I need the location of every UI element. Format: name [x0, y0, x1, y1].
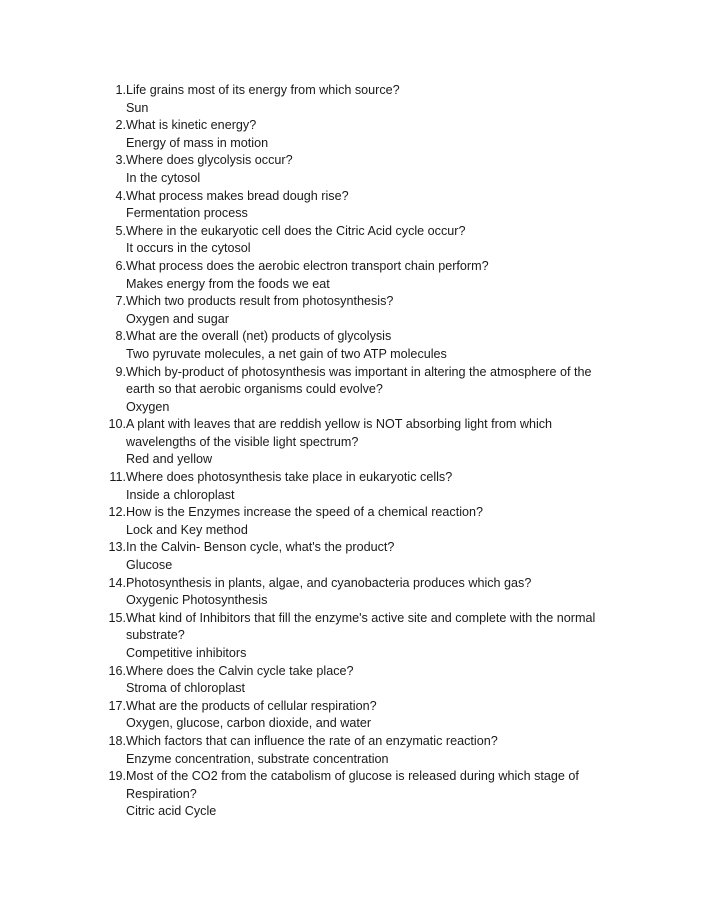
answer-text: Makes energy from the foods we eat	[126, 276, 330, 291]
item-number: 11.	[109, 470, 126, 485]
item-body	[126, 416, 623, 469]
list-item	[103, 416, 623, 469]
list-item	[103, 328, 623, 363]
question-text: Where in the eukaryotic cell does the Citric Acid cycle occur?	[126, 223, 466, 238]
item-body	[126, 698, 623, 733]
item-number: 14.	[108, 575, 126, 590]
list-item	[103, 768, 623, 821]
list-item	[103, 188, 623, 223]
item-body	[126, 258, 623, 293]
item-body	[126, 188, 623, 223]
question-text: What process makes bread dough rise?	[126, 188, 349, 203]
item-body	[126, 539, 623, 574]
item-body	[126, 575, 623, 610]
item-number: 12.	[108, 505, 126, 520]
item-body	[126, 733, 623, 768]
answer-text: Fermentation process	[126, 206, 248, 221]
list-item	[103, 117, 623, 152]
item-body	[126, 364, 623, 417]
item-body	[126, 328, 623, 363]
answer-text: Lock and Key method	[126, 522, 248, 537]
answer-text: Enzyme concentration, substrate concentration	[126, 751, 389, 766]
question-text: Which factors that can influence the rate of an enzymatic reaction?	[126, 733, 498, 748]
question-text: Photosynthesis in plants, algae, and cyanobacteria produces which gas?	[126, 575, 532, 590]
answer-text: Oxygen and sugar	[126, 311, 229, 326]
answer-text: In the cytosol	[126, 170, 201, 185]
question-text: Life grains most of its energy from which source?	[126, 83, 400, 97]
item-number: 10.	[108, 417, 126, 432]
question-text: Which by-product of photosynthesis was important in altering the atmosphere of the earth so that aerobic organisms could evolve?	[126, 364, 592, 397]
question-text: Where does the Calvin cycle take place?	[126, 663, 354, 678]
item-body	[126, 504, 623, 539]
item-number: 2.	[115, 118, 126, 133]
answer-text: Oxygenic Photosynthesis	[126, 593, 268, 608]
answer-text: It occurs in the cytosol	[126, 241, 251, 256]
item-number: 16.	[108, 663, 126, 678]
item-number: 1.	[115, 83, 126, 97]
question-text: Where does glycolysis occur?	[126, 153, 293, 168]
list-item	[103, 82, 623, 117]
question-text: What are the overall (net) products of glycolysis	[126, 329, 392, 344]
item-number: 17.	[108, 698, 126, 713]
item-number: 6.	[115, 258, 126, 273]
item-number: 8.	[115, 329, 126, 344]
item-body	[126, 293, 623, 328]
answer-text: Citric acid Cycle	[126, 804, 217, 819]
list-item	[103, 293, 623, 328]
answer-text: Competitive inhibitors	[126, 646, 247, 660]
question-text: What is kinetic energy?	[126, 118, 257, 133]
answer-text: Red and yellow	[126, 452, 213, 467]
question-text: Most of the CO2 from the catabolism of glucose is released during which stage of Respiration?	[126, 769, 579, 801]
answer-text: Energy of mass in motion	[126, 135, 269, 150]
question-answer-list	[103, 82, 623, 821]
question-text: What are the products of cellular respiration?	[126, 698, 377, 713]
item-number: 13.	[108, 540, 126, 555]
item-body	[126, 117, 623, 152]
question-text: How is the Enzymes increase the speed of a chemical reaction?	[126, 505, 484, 520]
item-body	[126, 223, 623, 258]
list-item	[103, 504, 623, 539]
question-text: What process does the aerobic electron transport chain perform?	[126, 258, 489, 273]
list-item	[103, 610, 623, 663]
item-number: 19.	[108, 769, 126, 784]
question-text: Which two products result from photosynthesis?	[126, 294, 394, 309]
question-text: What kind of Inhibitors that fill the enzyme's active site and complete with the normal substrate?	[126, 610, 596, 643]
item-body	[126, 82, 623, 117]
item-number: 7.	[115, 294, 126, 309]
list-item	[103, 539, 623, 574]
list-item	[103, 258, 623, 293]
list-item	[103, 663, 623, 698]
list-item	[103, 364, 623, 417]
question-text: In the Calvin- Benson cycle, what's the product?	[126, 540, 395, 555]
list-item	[103, 575, 623, 610]
item-number: 3.	[115, 153, 126, 168]
item-body	[126, 610, 623, 663]
answer-text: Glucose	[126, 558, 173, 573]
item-number: 9.	[115, 364, 126, 379]
item-body	[126, 663, 623, 698]
answer-text: Sun	[126, 100, 149, 115]
list-item	[103, 469, 623, 504]
item-number: 18.	[108, 733, 126, 748]
question-text: A plant with leaves that are reddish yellow is NOT absorbing light from which wavelengths of the visible light spectrum?	[126, 417, 553, 449]
list-item	[103, 152, 623, 187]
answer-text: Oxygen	[126, 399, 170, 414]
item-number: 5.	[115, 223, 126, 238]
answer-text: Stroma of chloroplast	[126, 681, 245, 696]
item-body	[126, 469, 623, 504]
answer-text: Inside a chloroplast	[126, 487, 235, 502]
item-body	[126, 152, 623, 187]
item-number: 15.	[108, 610, 126, 625]
list-item	[103, 223, 623, 258]
question-text: Where does photosynthesis take place in eukaryotic cells?	[126, 470, 453, 485]
list-item	[103, 698, 623, 733]
item-body	[126, 768, 623, 821]
list-item	[103, 733, 623, 768]
answer-text: Oxygen, glucose, carbon dioxide, and water	[126, 716, 372, 731]
answer-text: Two pyruvate molecules, a net gain of two ATP molecules	[126, 346, 447, 361]
item-number: 4.	[115, 188, 126, 203]
